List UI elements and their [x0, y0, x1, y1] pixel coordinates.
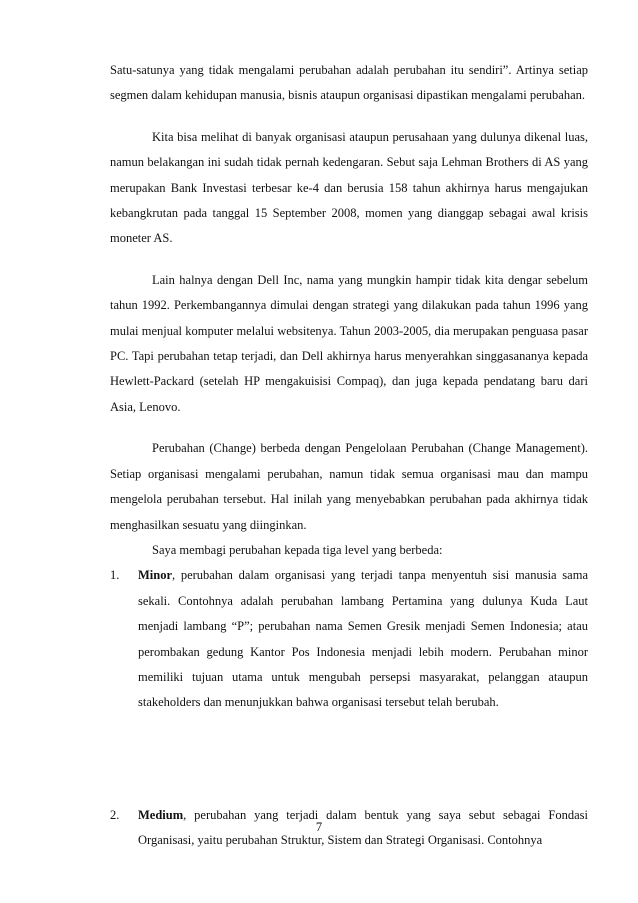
paragraph-lehman: Kita bisa melihat di banyak organisasi ataupun perusahaan yang dulunya dikenal luas, namun belakangan ini sudah tidak pernah kedengaran. Sebut saja Lehman Brothers di AS yang merupakan Bank Investasi terbesar ke-4 dan berusia 158 tahun akhirnya harus mengajukan kebangkrutan pada tanggal 15 September 2008, momen yang dianggap sebagai awal krisis moneter AS.: [110, 129, 588, 246]
paragraph-dell: Lain halnya dengan Dell Inc, nama yang mungkin hampir tidak kita dengar sebelum tahun 1992. Perkembangannya dimulai dengan strategi yang dilakukan pada tahun 1996 yang mulai menjual komputer melalui websitenya. Tahun 2003-2005, dia merupakan penguasa pasar PC. Tapi perubahan tetap terjadi, dan Dell akhirnya harus menyerahkan singgasananya kepada Hewlett-Packard (setelah HP mengakuisisi Compaq), dan juga kepada pendatang baru dari Asia, Lenovo.: [110, 272, 588, 414]
paragraph-gap: [110, 109, 588, 125]
paragraph-levels-intro: Saya membagi perubahan kepada tiga level yang berbeda:: [152, 542, 443, 557]
list-item-minor: [110, 563, 588, 715]
paragraph-intro: Satu-satunya yang tidak mengalami perubahan adalah perubahan itu sendiri”. Artinya setiap segmen dalam kehidupan manusia, bisnis ataupun organisasi dipastikan mengalami perubahan.: [110, 63, 588, 103]
list-term: Medium: [138, 807, 184, 822]
paragraph-gap: [110, 420, 588, 436]
list-term: Minor: [138, 568, 173, 583]
blank-space: [110, 716, 588, 803]
list-text: , perubahan dalam organisasi yang terjadi tanpa menyentuh sisi manusia sama sekali. Contohnya adalah perubahan lambang Pertamina yang dulunya Kuda Laut menjadi lambang “P”; perubahan nama Semen Gresik menjadi Semen Indonesia; atau perombakan gedung Kantor Pos Indonesia menjadi lebih modern. Perubahan minor memiliki tujuan utama untuk mengubah persepsi masyarakat, pelanggan ataupun stakeholders dan menunjukkan bahwa organisasi tersebut telah berubah.: [138, 568, 588, 710]
list-number: 2.: [110, 807, 120, 822]
list-body: [138, 568, 588, 709]
document-page: [110, 58, 588, 854]
page-number: 7: [315, 820, 323, 834]
list-number: 1.: [110, 568, 120, 583]
list-text: , perubahan yang terjadi dalam bentuk yang saya sebut sebagai Fondasi Organisasi, yaitu perubahan Struktur, Sistem dan Strategi Organisasi. Contohnya: [138, 807, 588, 848]
paragraph-change-management: Perubahan (Change) berbeda dengan Pengelolaan Perubahan (Change Management). Setiap organisasi mengalami perubahan, namun tidak semua organisasi mau dan mampu mengelola perubahan tersebut. Hal inilah yang menyebabkan perubahan pada akhirnya tidak menghasilkan sesuatu yang diinginkan.: [110, 441, 588, 532]
paragraph-gap: [110, 252, 588, 268]
